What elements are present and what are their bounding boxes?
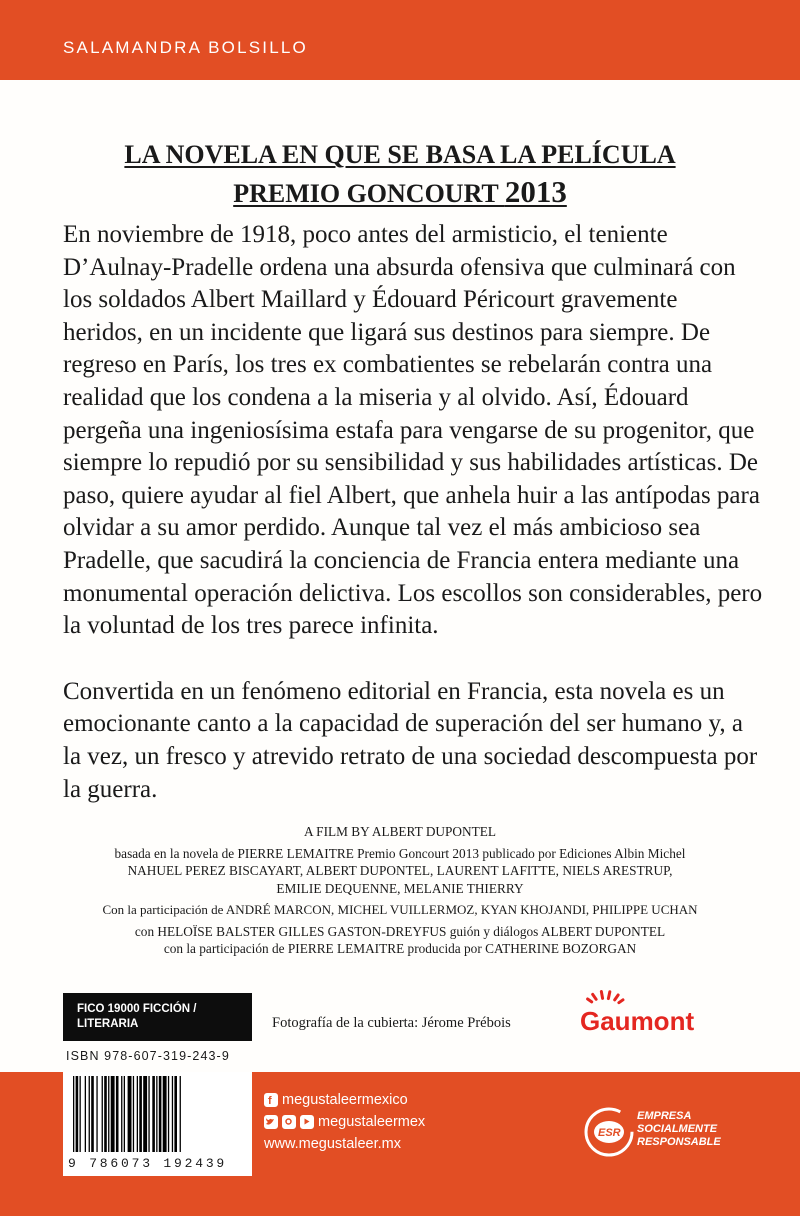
social-links xyxy=(264,1089,425,1155)
barcode-bar xyxy=(139,1076,142,1152)
twitter-instagram-youtube-row[interactable] xyxy=(264,1111,425,1133)
credits-line-cast-1: NAHUEL PEREZ BISCAYART, ALBERT DUPONTEL, LAURENT LAFITTE, NIELS ARESTRUP, xyxy=(127,863,673,878)
award-name: PREMIO GONCOURT xyxy=(233,179,505,208)
film-credits xyxy=(0,823,800,958)
esr-text xyxy=(637,1110,721,1149)
gaumont-logo xyxy=(580,990,720,1038)
credits-line-writers: con HELOÏSE BALSTER GILLES GASTON-DREYFUS guión y diálogos ALBERT DUPONTEL xyxy=(134,923,666,939)
award-year: 2013 xyxy=(504,174,567,209)
barcode-bar xyxy=(111,1076,115,1152)
headline-film-tagline: LA NOVELA EN QUE SE BASA LA PELÍCULA xyxy=(124,140,676,169)
barcode-bar xyxy=(89,1076,90,1152)
credits-line-cast-2: EMILIE DEQUENNE, MELANIE THIERRY xyxy=(276,880,524,896)
barcode-bar xyxy=(148,1076,149,1152)
barcode-bar xyxy=(124,1076,125,1152)
youtube-icon xyxy=(300,1115,314,1129)
website-row[interactable] xyxy=(264,1133,425,1155)
barcode-bar xyxy=(73,1076,74,1152)
barcode-bar xyxy=(137,1076,138,1152)
credits-line-participation: Con la participación de ANDRÉ MARCON, MICHEL VUILLERMOZ, KYAN KHOJANDI, PHILIPPE UCHAN xyxy=(102,902,698,917)
classification-box xyxy=(63,993,252,1041)
barcode-bar xyxy=(76,1076,79,1152)
barcode-bar xyxy=(152,1076,155,1152)
barcode-bar xyxy=(108,1076,109,1152)
barcode-bar xyxy=(168,1076,169,1152)
barcode-bar xyxy=(102,1076,103,1152)
facebook-row[interactable] xyxy=(264,1089,425,1111)
twitter-icon xyxy=(264,1115,278,1129)
barcode-bar xyxy=(133,1076,134,1152)
barcode-digits: 9 786073 192439 xyxy=(68,1156,228,1171)
esr-line-3: RESPONSABLE xyxy=(637,1136,721,1148)
synopsis-paragraph-2: Convertida en un fenómeno editorial en Francia, esta novela es un emocionante canto a la capacidad de superación del ser humano y, a la vez, un fresco y atrevido retrato de una sociedad descompuesta por la guerra. xyxy=(63,677,758,803)
barcode-bar xyxy=(116,1076,119,1152)
esr-badge-text: ESR xyxy=(598,1127,621,1139)
website-link[interactable]: www.megustaleer.mx xyxy=(264,1136,401,1152)
barcode-bar xyxy=(80,1076,81,1152)
credits-line-director: A FILM BY ALBERT DUPONTEL xyxy=(303,824,497,839)
facebook-handle[interactable]: megustaleermexico xyxy=(282,1092,408,1108)
barcode xyxy=(63,1072,252,1176)
barcode-bar xyxy=(174,1076,177,1152)
svg-text:f: f xyxy=(268,1095,272,1105)
barcode-bar xyxy=(180,1076,181,1152)
barcode-bar xyxy=(163,1076,167,1152)
barcode-bar xyxy=(143,1076,147,1152)
esr-line-1: EMPRESA xyxy=(637,1110,692,1122)
series-label: SALAMANDRA BOLSILLO xyxy=(63,38,308,57)
headline-award xyxy=(0,174,800,210)
barcode-bar xyxy=(104,1076,107,1152)
barcode-bar xyxy=(159,1076,162,1152)
gaumont-star-icon xyxy=(586,990,626,1005)
isbn-label: ISBN 978-607-319-243-9 xyxy=(66,1049,230,1063)
barcode-bar xyxy=(96,1076,97,1152)
barcode-bar xyxy=(156,1076,157,1152)
facebook-icon xyxy=(264,1093,278,1107)
photo-credit: Fotografía de la cubierta: Jérome Prébois xyxy=(272,1015,511,1031)
credits-line-producer: con la participación de PIERRE LEMAITRE producida por CATHERINE BOZORGAN xyxy=(163,941,637,956)
barcode-bar xyxy=(172,1076,173,1152)
twitter-instagram-youtube-handle[interactable]: megustaleermex xyxy=(318,1114,426,1130)
barcode-bar xyxy=(128,1076,132,1152)
credits-line-source: basada en la novela de PIERRE LEMAITRE Premio Goncourt 2013 publicado por Ediciones Albin Michel xyxy=(114,845,686,861)
synopsis xyxy=(63,219,763,806)
barcode-bar xyxy=(91,1076,94,1152)
synopsis-paragraph-1: En noviembre de 1918, poco antes del armisticio, el teniente D’Aulnay-Pradelle ordena una absurda ofensiva que culminará con los soldados Albert Maillard y Édouard Péricourt gravemente heridos, en un incidente que ligará sus destinos para siempre. De regreso en París, los tres ex combatientes se rebelarán contra una realidad que los condena a la miseria y al olvido. Así, Édouard pergeña una ingeniosísima estafa para vengarse de su progenitor, que siempre lo repudió por su sensibilidad y sus habilidades artísticas. De paso, quiere ayudar al fiel Albert, que anhela huir a las antípodas para olvidar a su amor perdido. Aunque tal vez el más ambicioso sea Pradelle, que sacudirá la conciencia de Francia entera mediante una monumental operación delictiva. Los escollos son considerables, pero la voluntad de los tres parece infinita. xyxy=(63,221,763,640)
gaumont-wordmark: Gaumont xyxy=(580,1006,695,1036)
barcode-bar xyxy=(85,1076,86,1152)
barcode-bars xyxy=(63,1072,252,1156)
esr-line-2: SOCIALMENTE xyxy=(637,1123,718,1135)
classification-line-2: LITERARIA xyxy=(77,1018,139,1030)
classification-line-1: FICO 19000 FICCIÓN / xyxy=(77,1003,197,1015)
instagram-icon xyxy=(282,1115,296,1129)
barcode-bar xyxy=(121,1076,122,1152)
